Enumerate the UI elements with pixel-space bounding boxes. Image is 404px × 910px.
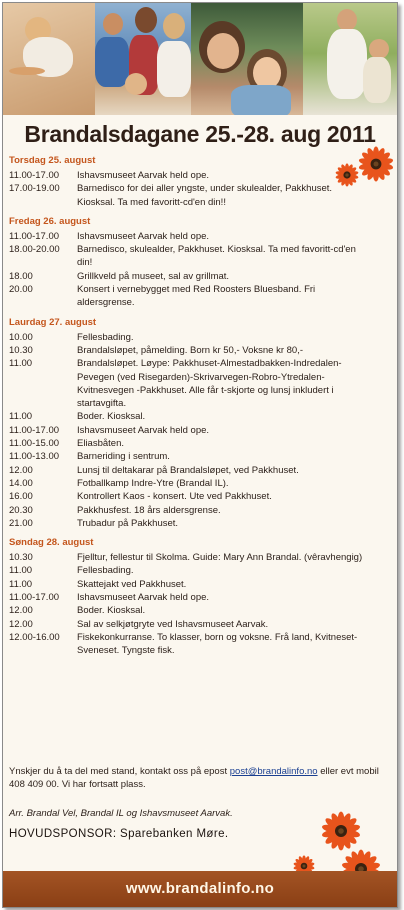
event-row (9, 424, 389, 437)
event-row (9, 437, 389, 450)
event-description: Sal av selkjøtgryte ved Ishavsmuseet Aarvak. (77, 618, 269, 630)
event-row (9, 517, 389, 530)
event-row (9, 243, 389, 270)
event-row (9, 564, 389, 577)
day-heading: Søndag 28. august (9, 537, 94, 549)
day-section (9, 216, 389, 310)
organizers: Arr. Brandal Vel, Brandal IL og Ishavsmuseet Aarvak. (9, 808, 233, 819)
event-time: 12.00 (9, 605, 33, 617)
event-row (9, 230, 389, 243)
contact-text: Ynskjer du å ta del med stand, kontakt oss på epost (9, 766, 230, 777)
event-time: 20.30 (9, 504, 33, 516)
event-description: Fiskekonkurranse. To klasser, born og voksne. Frå land, Kvitneset-Sveneset. Tyngste fisk. (77, 631, 358, 657)
main-sponsor: HOVUDSPONSOR: Sparebanken Møre. (9, 828, 229, 840)
event-description: Pakkhusfest. 18 års aldersgrense. (77, 504, 221, 516)
event-description: Kontrollert Kaos - konsert. Ute ved Pakkhuset. (77, 491, 272, 503)
day-section (9, 317, 389, 530)
event-description: Eliasbåten. (77, 438, 125, 450)
event-row (9, 283, 389, 310)
flower-decoration-top-small (335, 163, 359, 187)
photo-adult-child-dance (303, 3, 397, 115)
event-row (9, 591, 389, 604)
event-time: 14.00 (9, 477, 33, 489)
event-time: 18.00-20.00 (9, 244, 60, 256)
event-time: 10.00 (9, 331, 33, 343)
event-time: 11.00-17.00 (9, 424, 60, 436)
day-section (9, 537, 389, 657)
website-url[interactable]: www.brandalinfo.no (125, 880, 275, 897)
event-time: 11.00 (9, 411, 33, 423)
event-time: 12.00 (9, 618, 33, 630)
photo-child-in-sand (3, 3, 95, 115)
event-description: Ishavsmuseet Aarvak held ope. (77, 592, 210, 604)
contact-text-after: eller evt mobil 408 409 00. Vi har fortsatt plass. (9, 766, 379, 791)
flower-decoration-top-large (358, 146, 394, 182)
event-time: 16.00 (9, 491, 33, 503)
event-description: Trubadur på Pakkhuset. (77, 517, 179, 529)
event-description: Konsert i vernebygget med Red Roosters Bluesband. Fri aldersgrense. (77, 284, 316, 309)
event-description: Fjelltur, fellestur til Skolma. Guide: Mary Ann Brandal. (vêravhengig) (77, 552, 363, 564)
event-description: Ishavsmuseet Aarvak held ope. (77, 424, 210, 436)
event-row (9, 477, 389, 490)
event-description: Brandalsløpet, påmelding. Born kr 50,- Voksne kr 80,- (77, 344, 304, 356)
day-heading: Laurdag 27. august (9, 316, 97, 328)
event-description: Barnedisco, skulealder, Pakkhuset. Kiosksal. Ta med favoritt-cd'en din! (77, 244, 356, 269)
event-description: Skattejakt ved Pakkhuset. (77, 578, 187, 590)
event-description: Ishavsmuseet Aarvak held ope. (77, 230, 210, 242)
flower-decoration-bottom-1 (321, 811, 361, 851)
contact-email-link[interactable]: post@brandalinfo.no (229, 766, 318, 777)
event-row (9, 182, 389, 209)
event-description: Fellesbading. (77, 565, 134, 577)
event-row (9, 357, 389, 410)
event-description: Boder. Kiosksal. (77, 605, 146, 617)
event-time: 17.00-19.00 (9, 183, 60, 195)
event-description: Ishavsmuseet Aarvak held ope. (77, 170, 210, 181)
event-time: 10.30 (9, 344, 33, 356)
event-description: Boder. Kiosksal. (77, 411, 146, 423)
event-description: Brandalsløpet. Løype: Pakkhuset-Almestadbakken-Indredalen-Pevegen (ved Risegarden)-Skrivarvegen-Robro-Ytredalen-Kvitnesvegen -Pakkhuset. Alle får t-skjorte og lunsj inkludert i startavgifta. (77, 358, 342, 410)
event-time: 11.00-15.00 (9, 438, 60, 450)
event-row (9, 618, 389, 631)
poster-title: Brandalsdagane 25.-28. aug 2011 (24, 121, 376, 147)
photo-family (95, 3, 191, 115)
event-time: 11.00-17.00 (9, 592, 60, 604)
event-description: Barneriding i sentrum. (77, 451, 170, 463)
day-heading: Fredag 26. august (9, 215, 91, 227)
event-row (9, 464, 389, 477)
day-section (9, 155, 389, 209)
event-time: 21.00 (9, 517, 33, 529)
event-row (9, 604, 389, 617)
event-row (9, 578, 389, 591)
event-row (9, 344, 389, 357)
day-heading: Torsdag 25. august (9, 155, 96, 166)
event-time: 11.00 (9, 578, 33, 590)
event-description: Fotballkamp Indre-Ytre (Brandal IL). (77, 477, 229, 489)
photo-mother-child (191, 3, 303, 115)
event-row (9, 169, 389, 182)
event-row (9, 270, 389, 283)
event-row (9, 331, 389, 344)
event-time: 11.00 (9, 565, 33, 577)
event-row (9, 490, 389, 503)
event-description: Grillkveld på museet, sal av grillmat. (77, 270, 230, 282)
event-time: 11.00 (9, 358, 33, 370)
event-description: Lunsj til deltakarar på Brandalsløpet, ved Pakkhuset. (77, 464, 299, 476)
event-time: 12.00 (9, 464, 33, 476)
photo-collage (3, 3, 397, 115)
event-row (9, 631, 389, 658)
event-row (9, 504, 389, 517)
footer-bar (3, 871, 397, 907)
event-time: 12.00-16.00 (9, 631, 60, 643)
contact-info (9, 765, 379, 792)
event-time: 11.00-13.00 (9, 451, 60, 463)
event-row (9, 410, 389, 423)
event-time: 10.30 (9, 552, 33, 564)
program-content (9, 155, 389, 665)
event-poster (2, 2, 398, 908)
event-description: Barnedisco for dei aller yngste, under skulealder, Pakkhuset. Kiosksal. Ta med favoritt-cd'en din!! (77, 183, 333, 208)
event-time: 11.00-17.00 (9, 230, 60, 242)
event-time: 20.00 (9, 284, 33, 296)
event-time: 18.00 (9, 270, 33, 282)
event-row (9, 450, 389, 463)
event-row (9, 551, 389, 564)
event-description: Fellesbading. (77, 331, 134, 343)
event-time: 11.00-17.00 (9, 170, 60, 181)
